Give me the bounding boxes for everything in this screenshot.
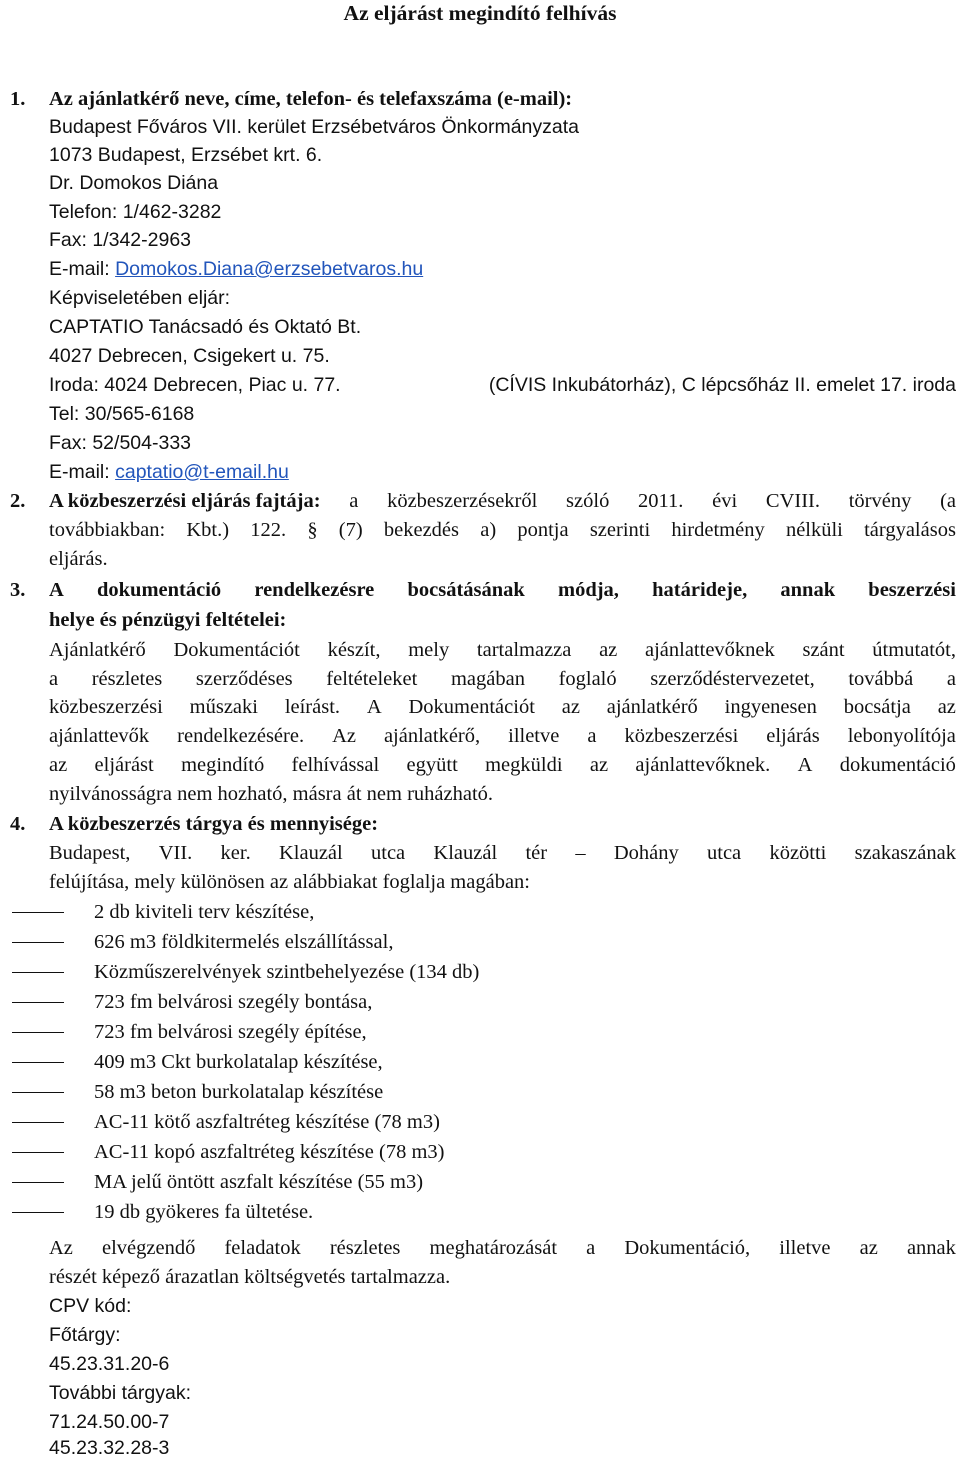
word: az	[859, 1237, 878, 1259]
section-2-number: 2.	[10, 490, 26, 512]
word: Budapest,	[49, 842, 131, 864]
section-4-intro-line	[49, 840, 956, 866]
list-item: 58 m3 beton burkolatalap készítése	[94, 1081, 384, 1103]
word: tárgyalásos	[864, 519, 956, 541]
office-address-part: (CÍVIS Inkubátorház), C lépcsőház II. emelet 17. iroda	[488, 374, 956, 396]
word: 2011.	[638, 490, 684, 512]
word: lebonyolítója	[847, 725, 956, 747]
email-label: E-mail:	[49, 258, 116, 280]
word: magában	[450, 668, 525, 690]
list-item: 19 db gyökeres fa ültetése.	[94, 1201, 314, 1223]
word: pontja	[517, 519, 569, 541]
word: Dokumentációt	[173, 639, 300, 661]
section-4-number: 4.	[10, 813, 26, 835]
section-3-paragraph-line	[49, 752, 956, 778]
section-4-intro-line: felújítása, mely különösen az alábbiakat foglalja magában:	[49, 871, 530, 893]
dash-bullet	[12, 1152, 64, 1153]
word: Dokumentációt	[408, 696, 535, 718]
word: Dohány	[613, 842, 679, 864]
section-2-line	[49, 488, 956, 514]
word: ajánlattevőknek	[644, 639, 775, 661]
email-label: E-mail:	[49, 461, 116, 483]
representative-email-link[interactable]: captatio@t-email.hu	[115, 461, 289, 483]
list-item: MA jelű öntött aszfalt készítése (55 m3)	[94, 1171, 424, 1193]
contact-email-line	[49, 256, 423, 282]
other-subjects-label: További tárgyak:	[49, 1382, 191, 1404]
word: foglaló	[558, 668, 617, 690]
contact-fax: Fax: 1/342-2963	[49, 229, 192, 251]
word: (7)	[338, 519, 363, 541]
list-item: 2 db kiviteli terv készítése,	[94, 901, 315, 923]
word: 122.	[250, 519, 287, 541]
word: évi	[712, 490, 738, 512]
word: §	[307, 519, 318, 541]
word: leírást.	[284, 696, 341, 718]
list-item: 409 m3 Ckt burkolatalap készítése,	[94, 1051, 383, 1073]
word: bocsátja	[843, 696, 911, 718]
word: a	[586, 1237, 596, 1259]
word: a)	[480, 519, 497, 541]
word: útmutatót,	[872, 639, 956, 661]
word: eljárás	[766, 725, 820, 747]
word: A	[797, 754, 813, 776]
word: szakaszának	[854, 842, 956, 864]
dash-bullet	[12, 1032, 64, 1033]
list-item: Közműszerelvények szintbehelyezése (134 db)	[94, 961, 480, 983]
word: beszerzési	[868, 579, 956, 601]
word: részletes	[91, 668, 163, 690]
office-address-part: Iroda: 4024 Debrecen, Piac u. 77.	[49, 374, 341, 396]
dash-bullet	[12, 1062, 64, 1063]
word: továbbiakban:	[49, 519, 166, 541]
list-item: 723 fm belvárosi szegély bontása,	[94, 991, 373, 1013]
word: közbeszerzési	[624, 725, 739, 747]
word: közbeszerzésekről	[387, 490, 538, 512]
list-item: 723 fm belvárosi szegély építése,	[94, 1021, 367, 1043]
word: meghatározását	[429, 1237, 558, 1259]
section-1-heading: Az ajánlatkérő neve, címe, telefon- és telefaxszáma (e-mail):	[49, 88, 573, 110]
org-address: 1073 Budapest, Erzsébet krt. 6.	[49, 144, 323, 166]
word: szerződéstervezetet,	[650, 668, 815, 690]
word: bocsátásának	[407, 579, 525, 601]
contact-name: Dr. Domokos Diána	[49, 172, 219, 194]
word: utca	[707, 842, 742, 864]
representative-address: 4027 Debrecen, Csigekert u. 75.	[49, 345, 330, 367]
word: tér	[525, 842, 548, 864]
section-2-line: eljárás.	[49, 548, 108, 570]
word: feladatok	[224, 1237, 301, 1259]
document-title: Az eljárást megindító felhívás	[343, 1, 617, 25]
word: A	[49, 579, 64, 601]
word: szerződéses	[195, 668, 293, 690]
section-3-heading-cont: helye és pénzügyi feltételei:	[49, 609, 287, 631]
word: eljárást	[94, 754, 154, 776]
word: a	[587, 725, 597, 747]
word: VII.	[158, 842, 193, 864]
section-4-outro-line: részét képező árazatlan költségvetés tartalmazza.	[49, 1266, 451, 1288]
section-3-number: 3.	[10, 579, 26, 601]
word: annak	[780, 579, 836, 601]
dash-bullet	[12, 1182, 64, 1183]
dash-bullet	[12, 912, 64, 913]
word: ker.	[220, 842, 251, 864]
dash-bullet	[12, 1122, 64, 1123]
word: mely	[408, 639, 450, 661]
word: ajánlattevőknek.	[635, 754, 771, 776]
representative-phone: Tel: 30/565-6168	[49, 403, 195, 425]
word: feltételeket	[326, 668, 418, 690]
word: szerinti	[589, 519, 651, 541]
main-subject-label: Főtárgy:	[49, 1324, 121, 1346]
contact-phone: Telefon: 1/462-3282	[49, 201, 222, 223]
other-cpv-code: 45.23.32.28-3	[49, 1437, 170, 1459]
word: közbeszerzési	[49, 696, 163, 718]
cpv-label: CPV kód:	[49, 1295, 132, 1317]
main-cpv-code: 45.23.31.20-6	[49, 1353, 170, 1375]
word: Klauzál	[278, 842, 343, 864]
word: az	[937, 696, 956, 718]
word: Ajánlatkérő	[49, 639, 146, 661]
word: részletes	[329, 1237, 401, 1259]
word: közötti	[769, 842, 827, 864]
word: utca	[371, 842, 406, 864]
list-item: AC-11 kopó aszfaltréteg készítése (78 m3)	[94, 1141, 445, 1163]
dash-bullet	[12, 1212, 64, 1213]
word: (a	[940, 490, 956, 512]
word: ajánlatkérő	[606, 696, 698, 718]
contact-email-link[interactable]: Domokos.Diana@erzsebetvaros.hu	[115, 258, 424, 280]
word: Klauzál	[433, 842, 498, 864]
word: rendelkezésére.	[177, 725, 305, 747]
word: rendelkezésre	[254, 579, 375, 601]
word: Dokumentáció,	[624, 1237, 751, 1259]
word: megindító	[181, 754, 265, 776]
section-2-line	[49, 517, 956, 543]
section-3-paragraph-line: nyilvánosságra nem hozható, másra át nem ruházható.	[49, 783, 494, 805]
word: annak	[906, 1237, 956, 1259]
word: hirdetmény	[671, 519, 765, 541]
list-item: 626 m3 földkitermelés elszállítással,	[94, 931, 394, 953]
word: az	[589, 754, 609, 776]
word: a	[49, 668, 59, 690]
word: nélküli	[785, 519, 843, 541]
representative-email-line	[49, 459, 289, 485]
section-3-heading	[49, 577, 956, 603]
word: Az	[49, 1237, 73, 1259]
word: az	[49, 754, 68, 776]
dash-bullet	[12, 1092, 64, 1093]
word: a	[946, 668, 956, 690]
section-2-heading: A közbeszerzési eljárás fajtája:	[49, 490, 321, 512]
word: határideje,	[652, 579, 748, 601]
word: ajánlattevők	[49, 725, 150, 747]
word: A	[366, 696, 382, 718]
word: tartalmazza	[476, 639, 572, 661]
word: dokumentáció	[839, 754, 956, 776]
word: elvégzendő	[102, 1237, 196, 1259]
word: illetve	[508, 725, 560, 747]
representative-fax: Fax: 52/504-333	[49, 432, 192, 454]
word: megküldi	[485, 754, 563, 776]
word: CVIII.	[765, 490, 820, 512]
word: az	[599, 639, 618, 661]
word: Az	[332, 725, 356, 747]
word: felhívással	[291, 754, 380, 776]
representative-name: CAPTATIO Tanácsadó és Oktató Bt.	[49, 316, 362, 338]
word: dokumentáció	[97, 579, 222, 601]
section-3-paragraph-line	[49, 694, 956, 720]
word: törvény	[848, 490, 912, 512]
word: ingyenesen	[724, 696, 817, 718]
word: a	[349, 490, 359, 512]
dash-bullet	[12, 1002, 64, 1003]
word: –	[575, 842, 586, 864]
word: ajánlatkérő,	[383, 725, 481, 747]
word: módja,	[558, 579, 619, 601]
section-4-outro-line	[49, 1235, 956, 1261]
section-3-paragraph-line	[49, 637, 956, 663]
section-3-paragraph-line	[49, 723, 956, 749]
representative-label: Képviseletében eljár:	[49, 287, 231, 309]
word: készít,	[327, 639, 381, 661]
office-address	[49, 372, 956, 398]
list-item: AC-11 kötő aszfaltréteg készítése (78 m3)	[94, 1111, 440, 1133]
word: műszaki	[189, 696, 258, 718]
word: illetve	[779, 1237, 831, 1259]
word: az	[561, 696, 580, 718]
section-4-heading: A közbeszerzés tárgya és mennyisége:	[49, 813, 379, 835]
org-name: Budapest Főváros VII. kerület Erzsébetváros Önkormányzata	[49, 116, 579, 138]
word: Kbt.)	[186, 519, 230, 541]
dash-bullet	[12, 972, 64, 973]
word: szánt	[802, 639, 845, 661]
word: bekezdés	[383, 519, 460, 541]
section-3-paragraph-line	[49, 666, 956, 692]
word: szóló	[566, 490, 610, 512]
dash-bullet	[12, 942, 64, 943]
section-1-number: 1.	[10, 88, 26, 110]
word: együtt	[406, 754, 458, 776]
word: továbbá	[848, 668, 914, 690]
other-cpv-code: 71.24.50.00-7	[49, 1411, 170, 1433]
